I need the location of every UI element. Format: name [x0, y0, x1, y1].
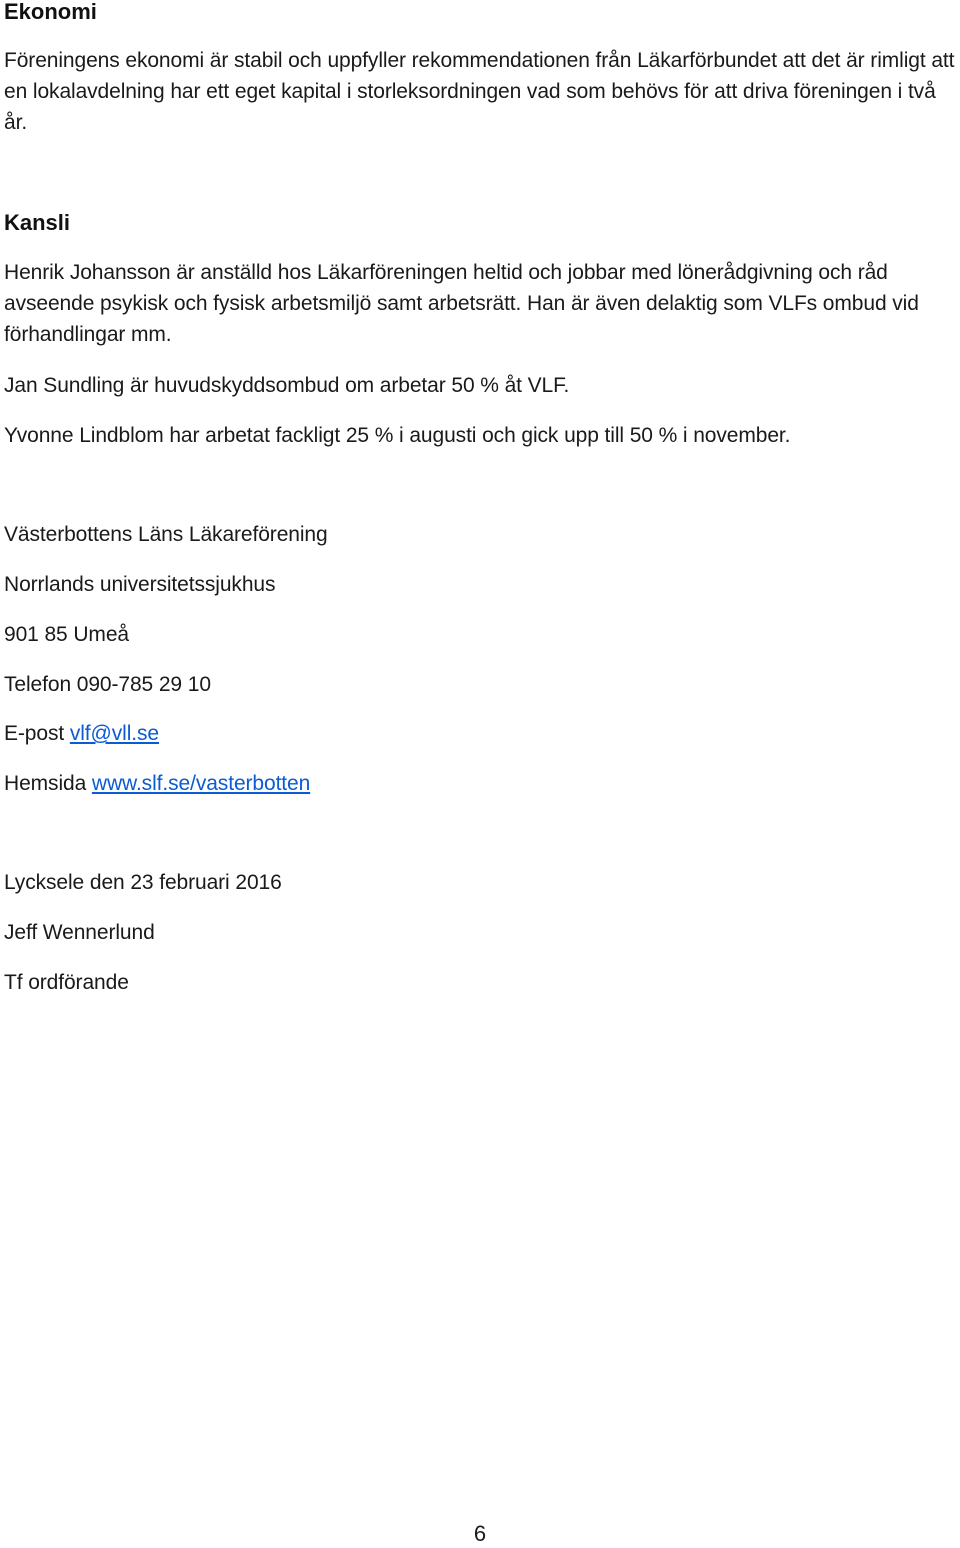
website-label: Hemsida — [4, 772, 92, 795]
ekonomi-paragraph: Föreningens ekonomi är stabil och uppfyller rekommendationen från Läkarförbundet att det är rimligt att en lokalavdelning har ett eget kapital i storleksordningen vad som behövs för att driva föreningen i två år. — [4, 49, 955, 134]
page-number: 6 — [473, 1521, 487, 1546]
signature-place-date: Lycksele den 23 februari 2016 — [4, 871, 282, 894]
contact-hospital: Norrlands universitetssjukhus — [4, 573, 276, 596]
contact-organization: Västerbottens Läns Läkareförening — [4, 523, 328, 546]
contact-phone: Telefon 090-785 29 10 — [4, 673, 211, 696]
section-heading-kansli: Kansli — [4, 210, 71, 235]
email-link[interactable]: vlf@vll.se — [69, 722, 159, 745]
section-heading-ekonomi: Ekonomi — [4, 0, 97, 24]
contact-email-row — [4, 721, 159, 747]
website-link[interactable]: www.slf.se/vasterbotten — [91, 772, 311, 795]
contact-postal-address: 901 85 Umeå — [4, 623, 129, 646]
signature-name: Jeff Wennerlund — [4, 921, 155, 944]
email-label: E-post — [4, 722, 70, 745]
kansli-paragraph-1: Henrik Johansson är anställd hos Läkarföreningen heltid och jobbar med lönerådgivning och råd avseende psykisk och fysisk arbetsmiljö samt arbetsrätt. Han är även delaktig som VLFs ombud vid förhandlingar mm. — [4, 261, 919, 346]
contact-website-row — [4, 771, 310, 797]
kansli-paragraph-2: Jan Sundling är huvudskyddsombud om arbetar 50 % åt VLF. — [4, 374, 570, 397]
signature-title: Tf ordförande — [4, 971, 129, 994]
kansli-paragraph-3: Yvonne Lindblom har arbetat fackligt 25 % i augusti och gick upp till 50 % i november. — [4, 424, 791, 447]
